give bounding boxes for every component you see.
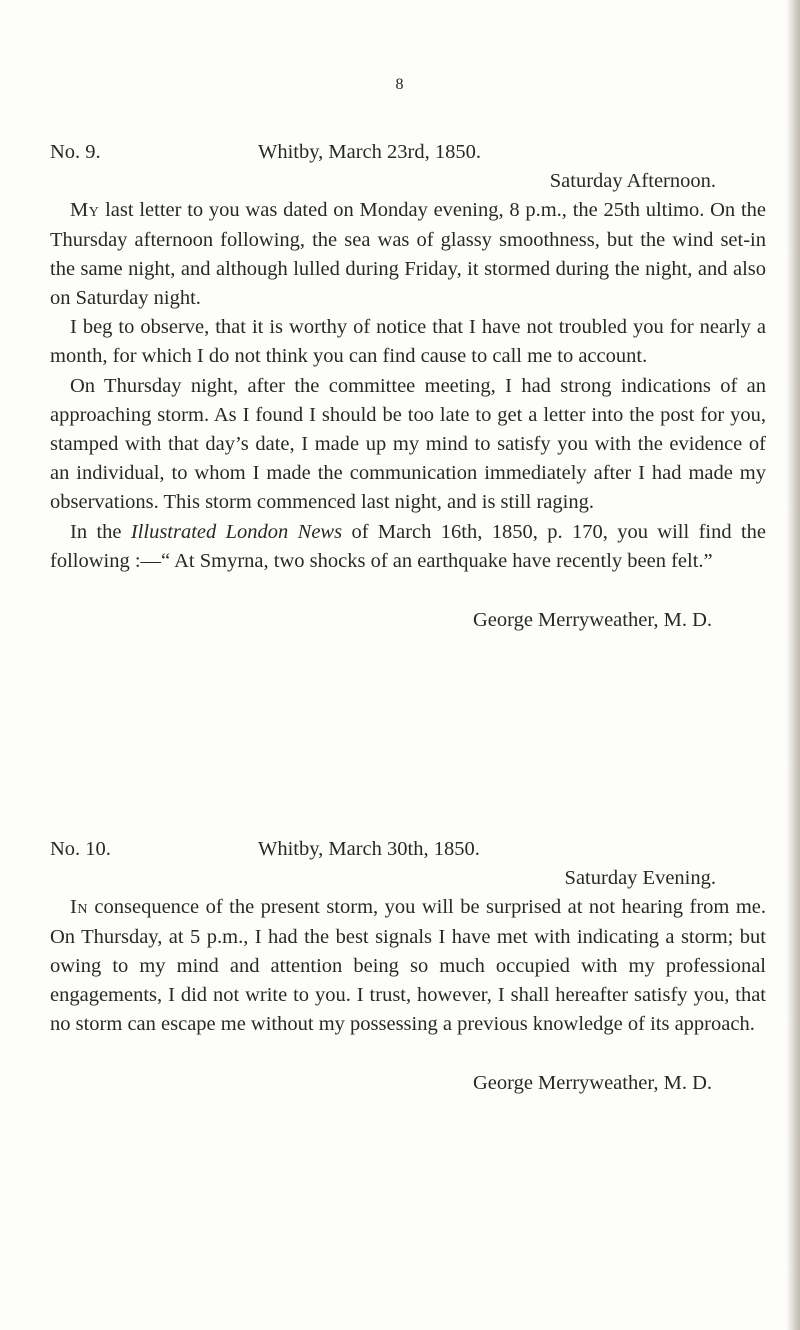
letter-number: No. 10. bbox=[50, 838, 111, 860]
page-number: 8 bbox=[395, 76, 405, 93]
letter-heading bbox=[50, 138, 766, 167]
letter-paragraph bbox=[50, 196, 766, 313]
letter-paragraph: On Thursday night, after the committee meeting, I had strong indications of an approaching storm. As I found I should be too late to get a letter into the post for you, stamped with that day’s date, I made up my mind to satisfy you with the evidence of an individual, to whom I made the communication immediately after I had made my observations. This storm commenced last night, and is still raging. bbox=[50, 374, 766, 514]
opening-word: In bbox=[70, 896, 88, 919]
publication-title: Illustrated London News bbox=[130, 520, 343, 543]
paragraph-text: In the bbox=[70, 520, 131, 543]
paragraph-text: consequence of the present storm, you will be surprised at not hearing from me. On Thursday, at 5 p.m., I had the best signals I have met with indicating a storm; but owing to my mind and attention being so much occupied with my professional engagements, I did not write to you. I trust, however, I shall hereafter satisfy you, that no storm can escape me without my possessing a previous knowledge of its approach. bbox=[50, 896, 766, 1036]
letter-signature: George Merryweather, M. D. bbox=[472, 1072, 712, 1095]
paragraph-text: of March 16th, 1850, p. 170, you will find the following :—“ At Smyrna, two shocks of an earthquake have recently been felt.” bbox=[50, 520, 766, 572]
page-edge-shadow bbox=[786, 0, 800, 1330]
letter-heading bbox=[50, 835, 766, 864]
opening-word: My bbox=[70, 199, 100, 222]
letter-no-10 bbox=[50, 835, 766, 1099]
letter-place-date: Whitby, March 30th, 1850. bbox=[258, 838, 480, 860]
paragraph-text: last letter to you was dated on Monday evening, 8 p.m., the 25th ultimo. On the Thursday afternoon following, the sea was of glassy smoothness, but the wind set-in the same night, and although lulled during Friday, it stormed during the night, and also on Saturday night. bbox=[50, 199, 766, 309]
letter-signature: George Merryweather, M. D. bbox=[472, 609, 712, 632]
letter-time-of-day: Saturday Afternoon. bbox=[549, 170, 716, 193]
letter-place-date: Whitby, March 23rd, 1850. bbox=[258, 141, 481, 163]
letter-paragraph: I beg to observe, that it is worthy of notice that I have not troubled you for nearly a month, for which I do not think you can find cause to call me to account. bbox=[50, 316, 766, 368]
letter-paragraph bbox=[50, 893, 766, 1039]
letter-time-of-day: Saturday Evening. bbox=[564, 867, 716, 890]
letter-no-9 bbox=[50, 138, 766, 635]
letter-number: No. 9. bbox=[50, 141, 101, 163]
letter-paragraph bbox=[50, 518, 766, 576]
